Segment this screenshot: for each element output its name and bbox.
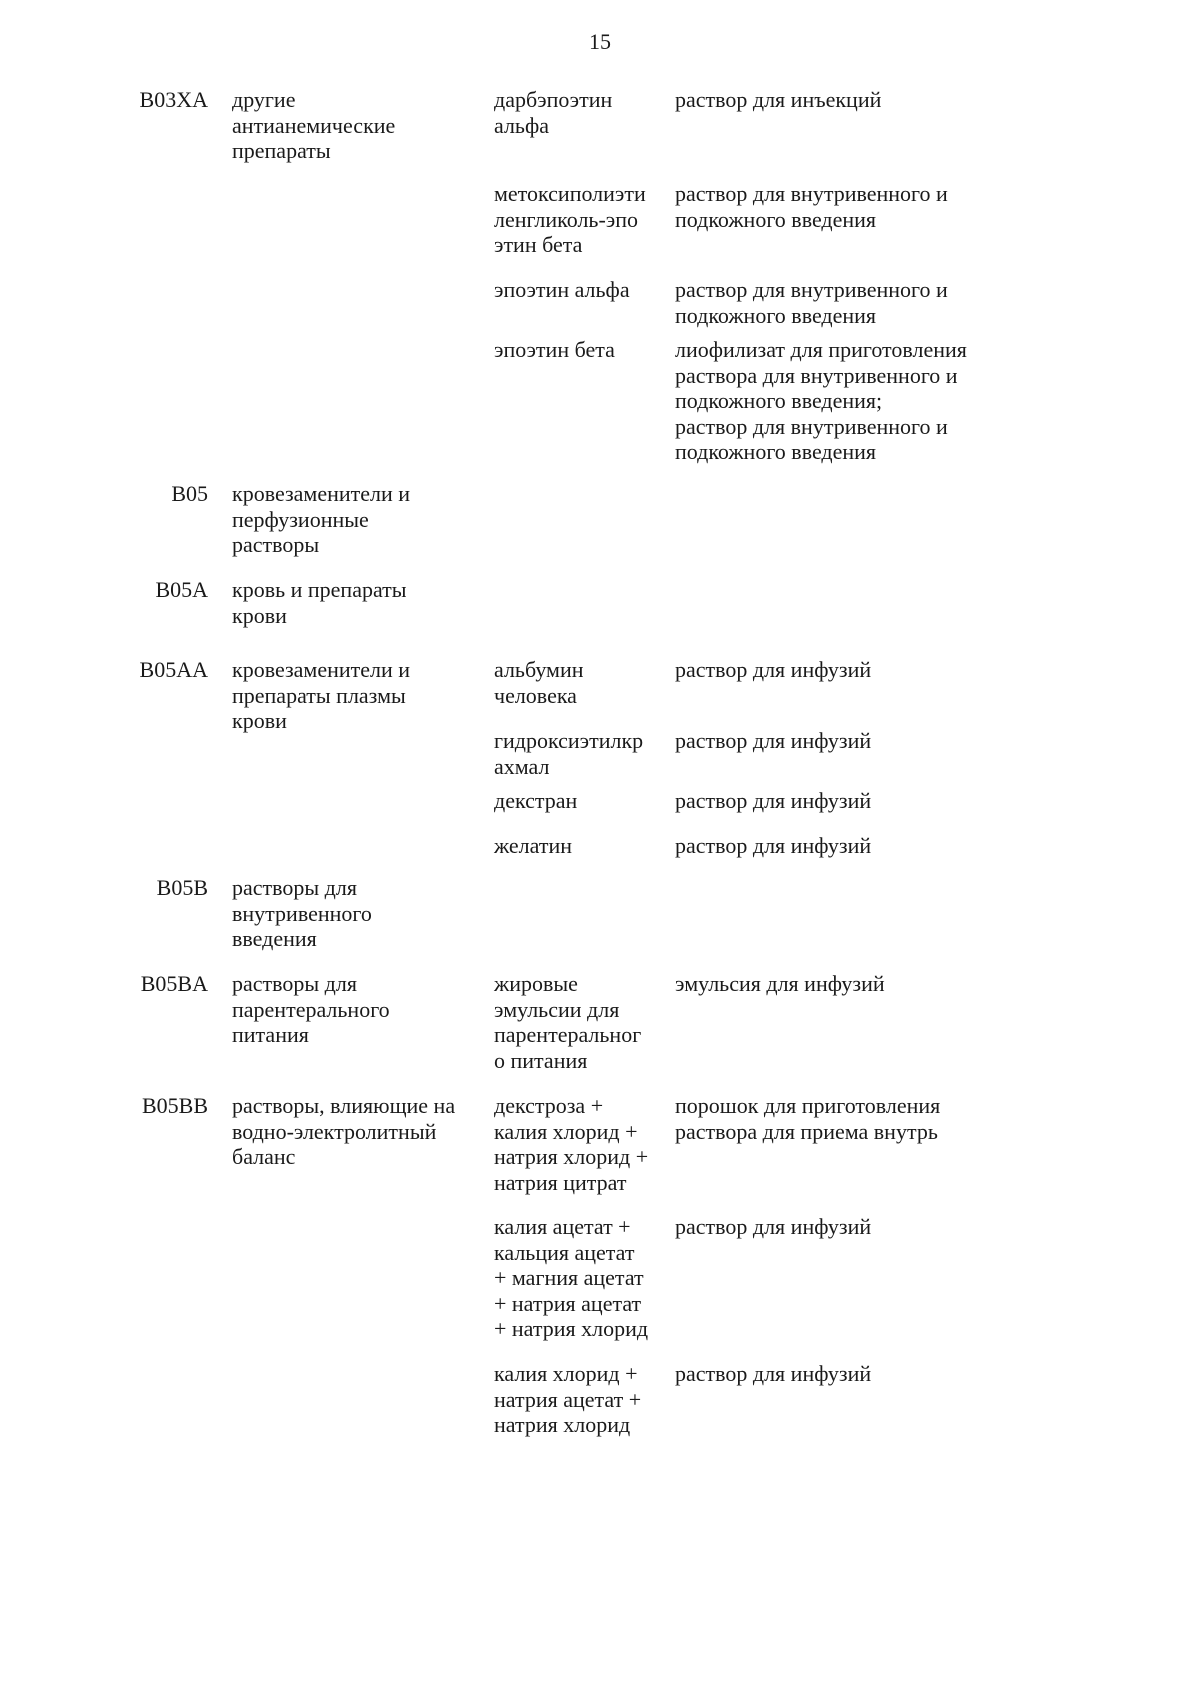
drug-name-line: альфа [494, 112, 549, 138]
drug-name-line: калия ацетат + [494, 1214, 631, 1239]
drug-name-line: декстран [494, 788, 578, 813]
drug-name-line: метоксиполиэти [494, 181, 646, 206]
dosage-form-line: подкожного введения [675, 206, 877, 232]
drug-name-line: + магния ацетат [494, 1265, 644, 1290]
dosage-form-line: раствор для инфузий [675, 1361, 872, 1386]
drug-name-line: человека [494, 682, 577, 708]
dosage-form-line: раствор для инфузий [675, 833, 872, 858]
drug-name-line: о питания [494, 1047, 588, 1073]
group-name-line: парентерального [232, 996, 390, 1022]
drug-name-line: парентеральног [494, 1022, 642, 1047]
page-number: 15 [589, 29, 611, 54]
group-name-line: крови [232, 602, 287, 628]
group-name-line: препараты [232, 138, 331, 163]
drug-name-line: + натрия хлорид [494, 1316, 649, 1341]
group-name-line: введения [232, 926, 317, 951]
group-name-line: баланс [232, 1144, 296, 1169]
drug-name-line: + натрия ацетат [494, 1290, 642, 1316]
group-name-line: растворы для [232, 875, 357, 900]
group-name-line: другие [232, 87, 296, 112]
drug-name-line: декстроза + [494, 1093, 604, 1118]
dosage-form-line: раствор для инъекций [675, 87, 882, 112]
atc-code: B05A [155, 577, 208, 602]
dosage-form-line: раствор для инфузий [675, 1214, 872, 1239]
drug-name-line: калия хлорид + [494, 1361, 638, 1386]
drug-name-line: натрия хлорид + [494, 1144, 649, 1169]
group-name-line: кровезаменители и [232, 657, 411, 682]
drug-name-line: кальция ацетат [494, 1239, 635, 1265]
dosage-form-line: порошок для приготовления [675, 1093, 941, 1118]
dosage-form-line: раствор для внутривенного и [675, 413, 948, 439]
atc-code: B05BA [140, 971, 208, 996]
atc-code: B05B [156, 875, 208, 900]
dosage-form-line: раствора для внутривенного и [675, 362, 958, 388]
dosage-form-line: раствор для инфузий [675, 788, 872, 813]
drug-name-line: эпоэтин бета [494, 337, 615, 362]
dosage-form-line: подкожного введения [675, 302, 877, 328]
drug-name-line: ахмал [494, 753, 550, 779]
drug-name-line: натрия ацетат + [494, 1386, 642, 1412]
group-name-line: водно-электролитный [232, 1118, 437, 1144]
group-name-line: кровь и препараты [232, 577, 407, 602]
dosage-form-line: подкожного введения [675, 439, 877, 464]
group-name-line: внутривенного [232, 900, 372, 926]
drug-name-line: эпоэтин альфа [494, 277, 630, 302]
group-name-line: перфузионные [232, 506, 369, 532]
drug-name-line: ленгликоль-эпо [494, 206, 639, 232]
drug-name-line: желатин [494, 833, 573, 858]
drug-name-line: жировые [494, 971, 578, 996]
drug-name-line: эмульсии для [494, 996, 620, 1022]
dosage-form-line: лиофилизат для приготовления [675, 337, 967, 362]
group-name-line: антианемические [232, 112, 396, 138]
group-name-line: питания [232, 1022, 309, 1047]
dosage-form-line: раствор для внутривенного и [675, 277, 948, 302]
group-name-line: препараты плазмы [232, 682, 406, 708]
drug-name-line: натрия хлорид [494, 1412, 631, 1437]
drug-name-line: дарбэпоэтин [494, 87, 613, 112]
atc-code: B05AA [139, 657, 208, 682]
dosage-form-line: раствора для приема внутрь [675, 1118, 938, 1144]
atc-code: B05BB [141, 1093, 208, 1118]
group-name-line: крови [232, 708, 287, 733]
dosage-form-line: эмульсия для инфузий [675, 971, 885, 996]
group-name-line: растворы, влияющие на [232, 1093, 456, 1118]
drug-name-line: альбумин [494, 657, 584, 682]
group-name-line: растворы [232, 532, 320, 557]
dosage-form-line: раствор для инфузий [675, 728, 872, 753]
atc-code: B05 [171, 481, 208, 506]
group-name-line: растворы для [232, 971, 357, 996]
drug-name-line: калия хлорид + [494, 1118, 638, 1144]
drug-name-line: этин бета [494, 232, 583, 257]
drug-name-line: гидроксиэтилкр [494, 728, 644, 753]
dosage-form-line: раствор для внутривенного и [675, 181, 948, 206]
dosage-form-line: раствор для инфузий [675, 657, 872, 682]
drug-name-line: натрия цитрат [494, 1169, 627, 1195]
group-name-line: кровезаменители и [232, 481, 411, 506]
dosage-form-line: подкожного введения; [675, 388, 883, 413]
atc-code: B03XA [139, 87, 208, 112]
